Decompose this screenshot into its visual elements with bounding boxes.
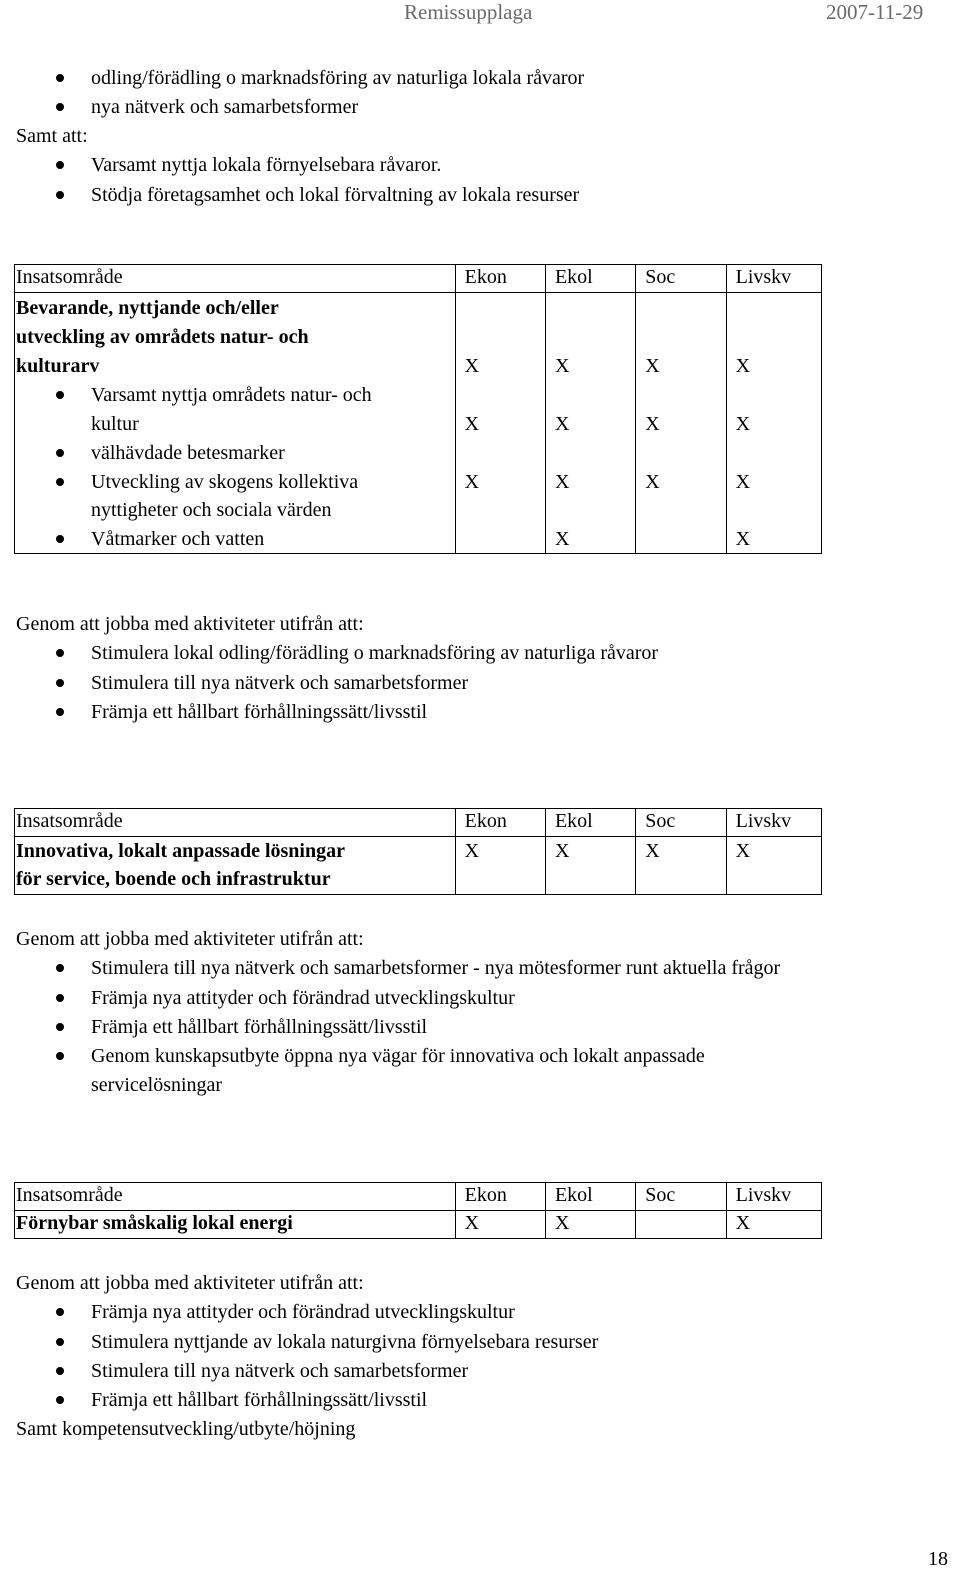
sub-bullet: Utveckling av skogens kollektiva xyxy=(91,471,359,493)
section-lead: Genom att jobba med aktiviteter utifrån att: xyxy=(16,613,364,635)
ekon-cell xyxy=(455,293,545,554)
area-cell xyxy=(15,293,456,554)
table-insatsomrade-3 xyxy=(14,1182,822,1239)
section-bullet: Stimulera till nya nätverk och samarbetsformer xyxy=(91,672,469,694)
col-header-soc: Soc xyxy=(636,265,726,293)
area-title-line: utveckling av områdets natur- och xyxy=(16,326,309,348)
col-header-ekol: Ekol xyxy=(545,1183,635,1211)
mark-x: X xyxy=(735,528,751,550)
area-cell xyxy=(15,837,456,895)
section-bullet: Stimulera till nya nätverk och samarbetsformer xyxy=(91,1360,469,1382)
mark-x: X xyxy=(554,528,570,550)
section-bullet: Stimulera nyttjande av lokala naturgivna förnyelsebara resurser xyxy=(91,1331,599,1353)
mark-x: X xyxy=(735,471,751,493)
sub-bullet: välhävdade betesmarker xyxy=(91,442,285,464)
intro-bullet: Varsamt nyttja lokala förnyelsebara råvaror. xyxy=(91,154,442,176)
mark-x: X xyxy=(554,355,570,377)
area-title-line: Bevarande, nyttjande och/eller xyxy=(16,297,279,319)
samt-att-label: Samt att: xyxy=(16,125,88,147)
livskv-cell xyxy=(726,293,821,554)
section-bullet: Stimulera lokal odling/förädling o marknadsföring av naturliga råvaror xyxy=(91,642,659,664)
mark-x: X xyxy=(455,1211,545,1239)
col-header-insatsomrade: Insatsområde xyxy=(15,265,456,293)
intro-bullet: odling/förädling o marknadsföring av naturliga lokala råvaror xyxy=(91,67,585,89)
page-number: 18 xyxy=(928,1548,948,1570)
section-bullet-continuation: servicelösningar xyxy=(91,1074,223,1096)
header-date: 2007-11-29 xyxy=(826,0,924,24)
mark-x: X xyxy=(455,837,545,895)
mark-x: X xyxy=(645,471,660,493)
col-header-ekol: Ekol xyxy=(545,265,635,293)
mark-x: X xyxy=(464,413,480,435)
section-bullet: Främja ett hållbart förhållningssätt/livsstil xyxy=(91,701,428,723)
col-header-ekon: Ekon xyxy=(455,809,545,837)
sub-bullet: Våtmarker och vatten xyxy=(91,528,265,550)
header-title: Remissupplaga xyxy=(404,0,533,24)
col-header-soc: Soc xyxy=(636,1183,726,1211)
col-header-insatsomrade: Insatsområde xyxy=(15,1183,456,1211)
area-title-line: för service, boende och infrastruktur xyxy=(16,868,331,890)
mark-x: X xyxy=(554,413,570,435)
mark-x xyxy=(636,1211,726,1239)
mark-x: X xyxy=(735,355,751,377)
col-header-soc: Soc xyxy=(636,809,726,837)
col-header-ekon: Ekon xyxy=(455,1183,545,1211)
mark-x: X xyxy=(726,837,821,895)
section-bullet: Stimulera till nya nätverk och samarbetsformer - nya mötesformer runt aktuella frågor xyxy=(91,957,781,979)
sub-line: kultur xyxy=(91,413,139,435)
col-header-livskv: Livskv xyxy=(726,1183,821,1211)
sub-bullet: Varsamt nyttja områdets natur- och xyxy=(91,384,372,406)
section-lead: Genom att jobba med aktiviteter utifrån att: xyxy=(16,928,364,950)
col-header-insatsomrade: Insatsområde xyxy=(15,809,456,837)
area-title-line: Innovativa, lokalt anpassade lösningar xyxy=(16,840,345,862)
mark-x: X xyxy=(735,413,751,435)
mark-x: X xyxy=(554,471,570,493)
mark-x: X xyxy=(645,413,660,435)
area-title-line: kulturarv xyxy=(16,355,100,377)
intro-bullet: Stödja företagsamhet och lokal förvaltning av lokala resurser xyxy=(91,184,580,206)
ekol-cell xyxy=(545,293,635,554)
mark-x: X xyxy=(545,1211,635,1239)
section-bullet: Främja ett hållbart förhållningssätt/livsstil xyxy=(91,1389,428,1411)
table-insatsomrade-1 xyxy=(14,264,822,554)
section-bullet: Främja nya attityder och förändrad utvecklingskultur xyxy=(91,987,515,1009)
mark-x: X xyxy=(464,355,480,377)
mark-x: X xyxy=(636,837,726,895)
area-title: Förnybar småskalig lokal energi xyxy=(15,1211,456,1239)
mark-x: X xyxy=(645,355,660,377)
section-bullet: Främja ett hållbart förhållningssätt/livsstil xyxy=(91,1016,428,1038)
col-header-ekon: Ekon xyxy=(455,265,545,293)
section-bullet: Främja nya attityder och förändrad utvecklingskultur xyxy=(91,1301,515,1323)
mark-x: X xyxy=(545,837,635,895)
sub-line: nyttigheter och sociala värden xyxy=(91,499,332,521)
mark-x: X xyxy=(464,471,480,493)
section-tail: Samt kompetensutveckling/utbyte/höjning xyxy=(16,1418,356,1440)
col-header-livskv: Livskv xyxy=(726,809,821,837)
intro-bullet: nya nätverk och samarbetsformer xyxy=(91,96,359,118)
section-lead: Genom att jobba med aktiviteter utifrån att: xyxy=(16,1272,364,1294)
table-insatsomrade-2 xyxy=(14,808,822,895)
section-bullet: Genom kunskapsutbyte öppna nya vägar för innovativa och lokalt anpassade xyxy=(91,1045,705,1067)
soc-cell xyxy=(636,293,726,554)
col-header-ekol: Ekol xyxy=(545,809,635,837)
col-header-livskv: Livskv xyxy=(726,265,821,293)
mark-x: X xyxy=(726,1211,821,1239)
